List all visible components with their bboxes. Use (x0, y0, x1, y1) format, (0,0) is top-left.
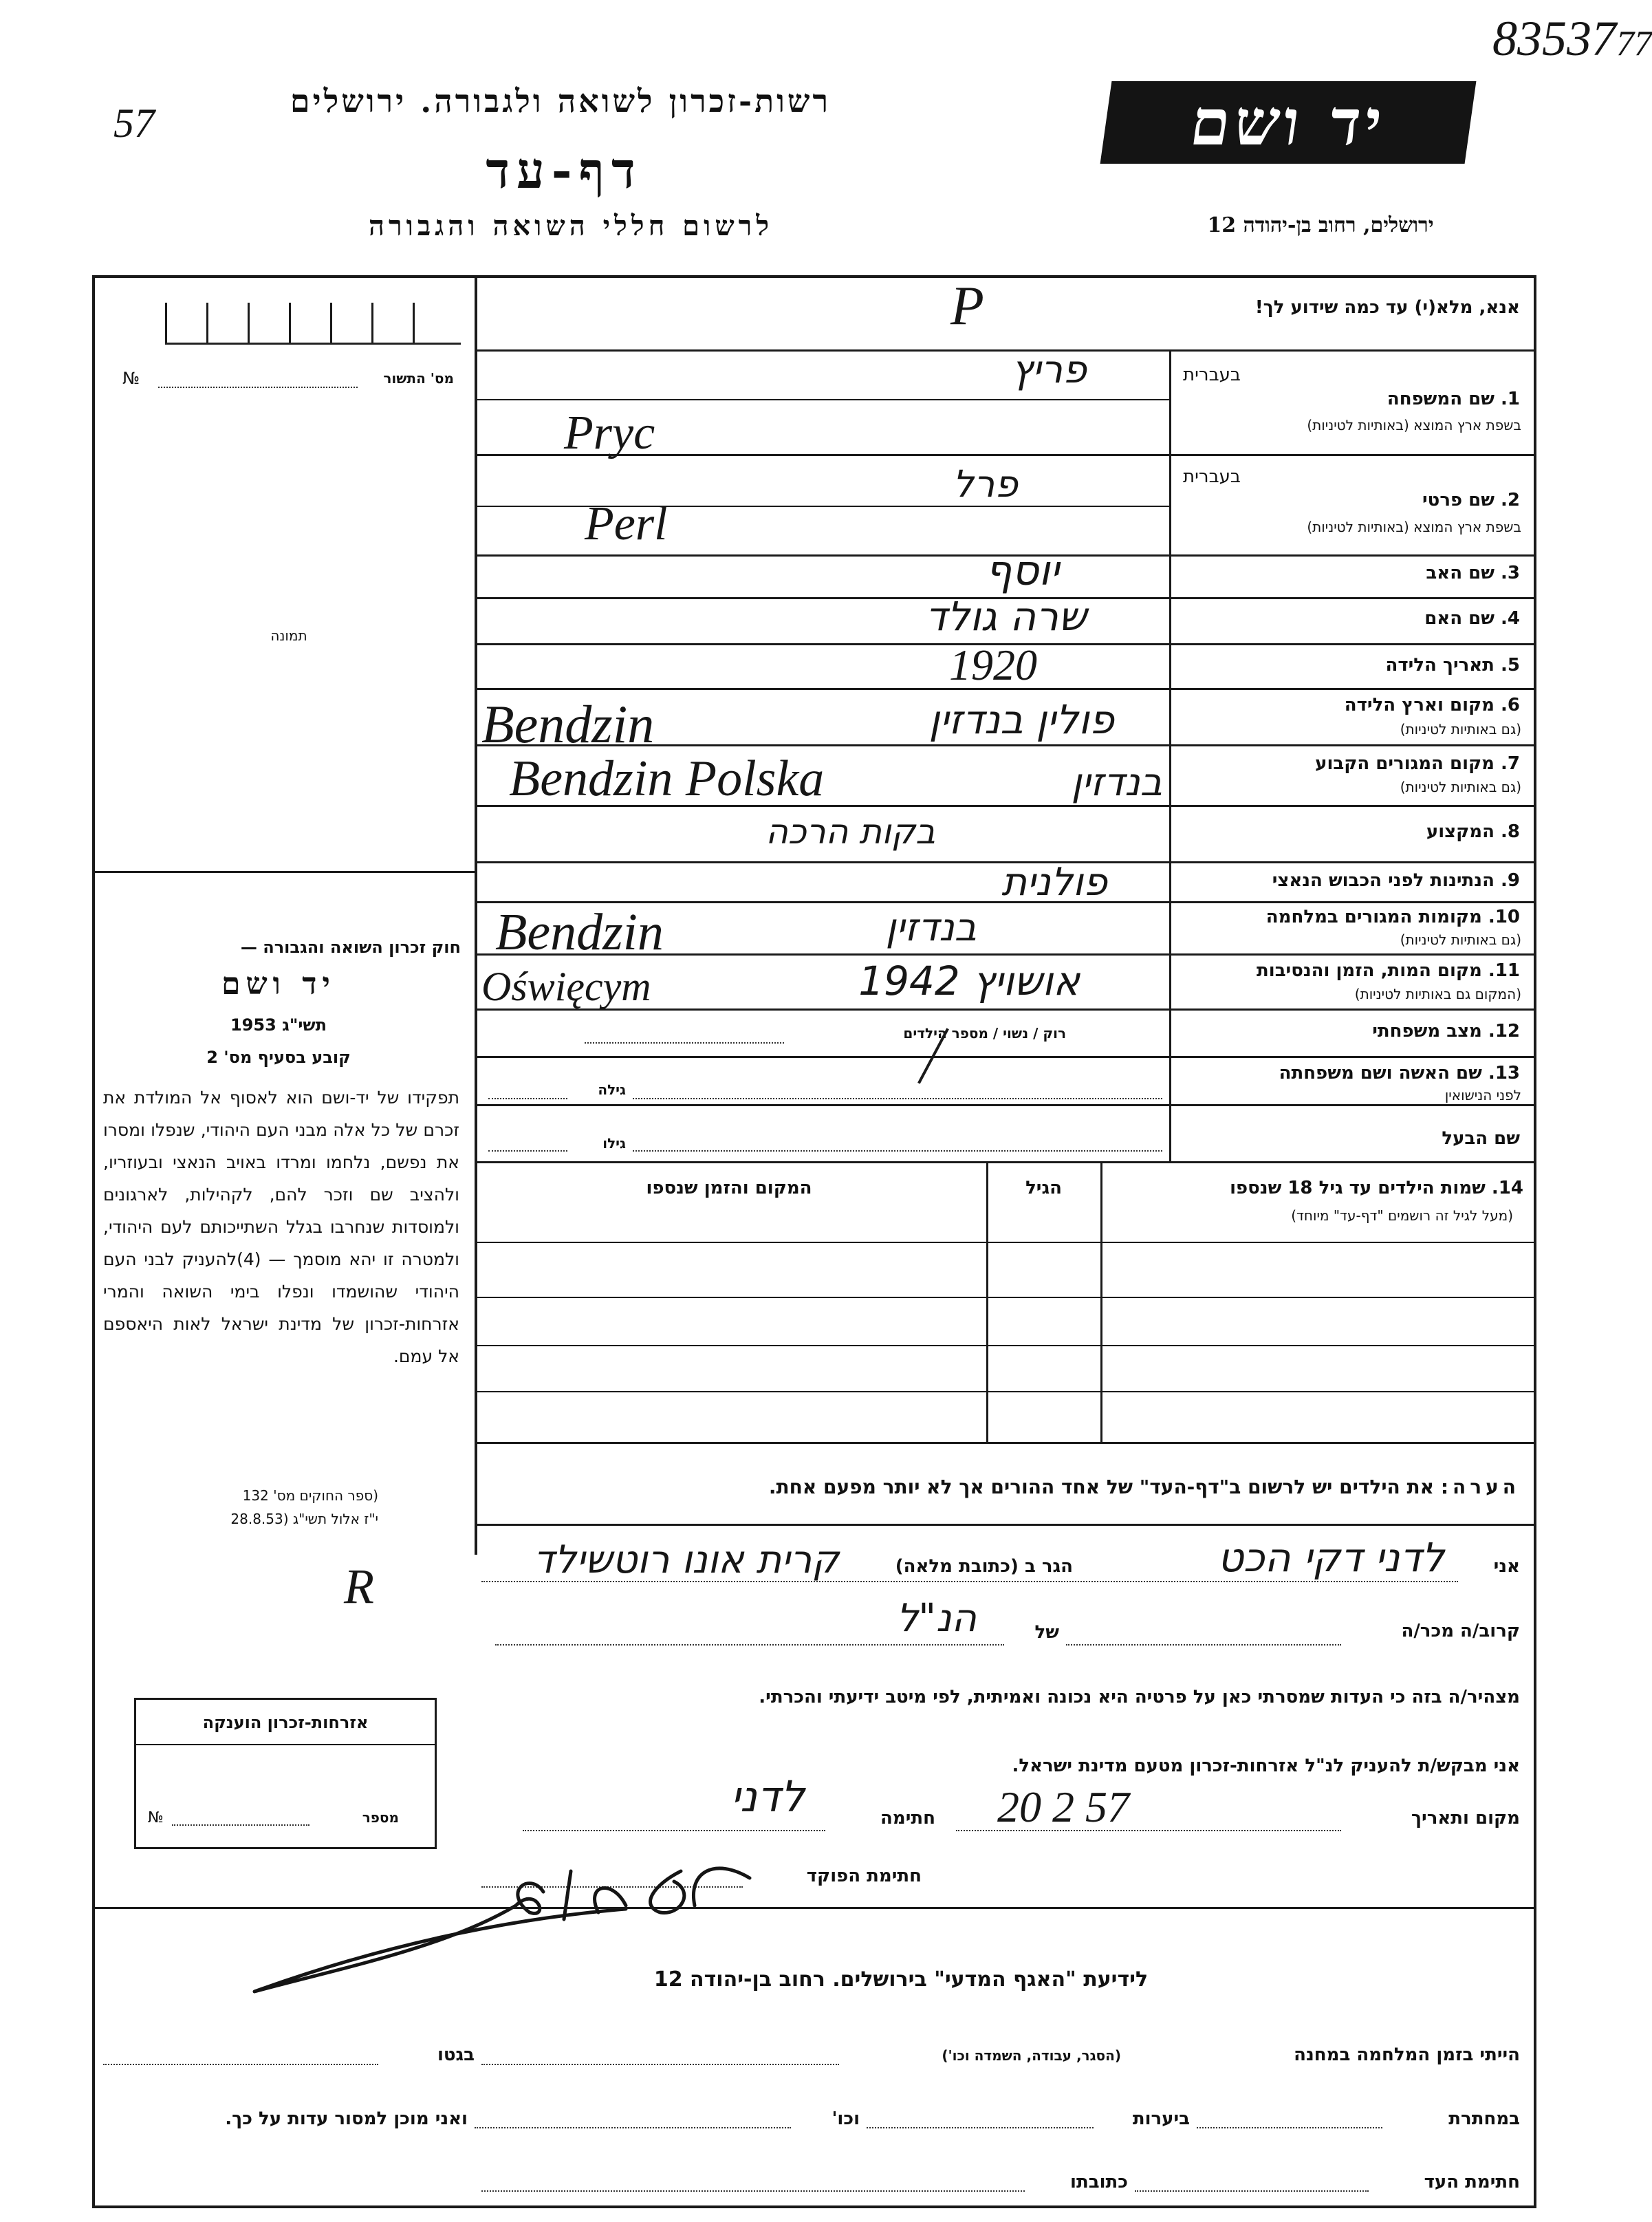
field-5-number: 5. (1501, 655, 1520, 676)
relation-line (1066, 1644, 1341, 1646)
children-col-2 (1100, 1163, 1102, 1442)
lower-row2-etc: וכו' (832, 2108, 860, 2129)
field-3-value: יוסף (985, 547, 1059, 595)
field-6-latin-hint: (גם באותיות לטיניות) (1400, 721, 1521, 737)
lower-section-line (92, 1907, 1536, 1909)
field-13-sub: לפני הנישואין (1444, 1087, 1521, 1103)
declarant-address: קרית אונו רוטשילד (533, 1538, 839, 1582)
field-4-number: 4. (1501, 608, 1520, 629)
wife-age-label: גילה (598, 1081, 626, 1098)
field-4-text: שם האם (1424, 608, 1495, 629)
field-2-label (1183, 490, 1520, 510)
field-1-label (1183, 389, 1520, 409)
note-label: הערה: (1440, 1476, 1520, 1498)
lower-title: לידיעת "האגף המדעי" בירושלים. רחוב בן-יהודה 12 (653, 1967, 1149, 1992)
field-5-label (1183, 655, 1520, 676)
relation-label: קרוב/ה מכר/ה (1401, 1621, 1520, 1641)
field-7-label (1183, 753, 1520, 774)
document-number-main: 83537 (1492, 11, 1616, 66)
field-12-label (1183, 1021, 1520, 1042)
lower-row2-line-2 (867, 2127, 1094, 2128)
field-11-number: 11. (1488, 960, 1520, 981)
field-10-label (1183, 907, 1520, 927)
children-col-place: המקום והזמן שנספו (646, 1178, 812, 1198)
lower-row1-line (481, 2064, 839, 2065)
field-1-latin-hint: בשפת ארץ המוצא (באותיות לטיניות) (1307, 417, 1521, 433)
field-8-number: 8. (1501, 821, 1520, 842)
declaration-resides: הגר ב (כתובת מלאה) (895, 1556, 1073, 1577)
field-2-latin-hint: בשפת ארץ המוצא (באותיות לטיניות) (1307, 519, 1521, 535)
law-clause: קובע בסעיף מס' 2 (206, 1048, 351, 1067)
field-5-text: תאריך הלידה (1385, 655, 1495, 676)
field-11-value-hebrew: אושויץ 1942 (858, 958, 1080, 1004)
field-10-value-hebrew: בנדזין (885, 905, 977, 950)
note-bottom-line (475, 1524, 1536, 1526)
field-10-value-latin: Bendzin (495, 903, 664, 961)
field-11-label (1183, 960, 1520, 981)
field-3-number: 3. (1501, 563, 1520, 583)
law-reference-1: (ספר החוקים מס' 132 (242, 1487, 378, 1504)
of-value: הנ"ל (896, 1596, 977, 1641)
field-7-value-latin: Bendzin Polska (509, 751, 825, 807)
law-text: תפקידו של יד-ושם הוא לאסוף אל המולדת את זכרם של כל אלה מבני העם היהודי, שנפלו ומסרו את נפשם, נלחמו ומרדו באויב הנאצי ובעוזריו, ולהציב שם וזכר להם, לקהילות, לארגונים ולמוסדות שנחרבו בגלל השתייכותם לעם היהודי, ולמטרה זו יהא מוסמך — (4)להעניק לבני העם היהודי שהושמדו ונפלו בימי השואה והמרי אזרחות-זכרון של מדינת ישראל לאות היאספם אל עמם. (103, 1088, 459, 1366)
field-13-number: 13. (1488, 1063, 1520, 1083)
field-9-value: פולנית (1001, 860, 1107, 905)
lower-row1-ghetto-line (103, 2064, 378, 2065)
field-3-label (1183, 563, 1520, 583)
field-7-latin-hint: (גם באותיות לטיניות) (1400, 779, 1521, 795)
sidebar-divider (475, 275, 477, 1555)
field-7-value-hebrew: בנדזין (1071, 760, 1162, 805)
field-3-text: שם האב (1426, 563, 1495, 583)
field-2-hebrew-hint: בעברית (1183, 466, 1241, 487)
lower-row2-line-1 (1197, 2127, 1382, 2128)
lower-row1-camp: הייתי בזמן המלחמה במחנה (1294, 2045, 1520, 2065)
citizenship-title: אזרחות-זכרון הוענקה (202, 1713, 369, 1732)
field-11-text: מקום המות, הזמן והנסיבות (1257, 960, 1482, 981)
lower-row2-underground: במחתרת (1448, 2108, 1520, 2129)
law-year: תשי"ג 1953 (230, 1015, 327, 1035)
field-11-latin-hint: (המקום גם באותיות לטיניות) (1354, 986, 1521, 1002)
signature-value: לדני (730, 1771, 805, 1822)
field-12-number: 12. (1488, 1021, 1520, 1042)
field-8-label (1183, 821, 1520, 842)
field-12-text: מצב משפחתי (1372, 1021, 1482, 1042)
logo-text: יד ושם (1186, 85, 1391, 160)
field-1-number: 1. (1501, 389, 1520, 409)
declaration-ani: אני (1493, 1556, 1520, 1577)
file-number-ticks (165, 296, 461, 345)
field-1-text: שם המשפחה (1387, 389, 1495, 409)
field-11-value-latin: Oświęcym (481, 964, 651, 1009)
lower-row3-line-1 (1135, 2190, 1369, 2192)
field-13-text: שם האשה ושם משפחתה (1279, 1063, 1482, 1083)
husband-name-line (633, 1150, 1162, 1152)
of-label: של (1034, 1622, 1059, 1643)
wife-age-line (488, 1098, 567, 1099)
yad-vashem-logo (1100, 81, 1477, 164)
lower-row1-ghetto: בגטו (437, 2045, 475, 2065)
field-7-text: מקום המגורים הקבוע (1315, 753, 1495, 774)
form-title: דף-עד (486, 141, 642, 199)
official-signature-label: חתימת הפוקד (806, 1866, 922, 1886)
declarant-name: לדני דקי הכט (1217, 1534, 1444, 1581)
date-value: 20 2 57 (997, 1782, 1129, 1831)
field-10-number: 10. (1488, 907, 1520, 927)
children-col-1 (986, 1163, 988, 1442)
file-number-label: מס' התשור (383, 370, 454, 387)
field-4-value: שרה גולד (925, 593, 1087, 640)
lower-row3-witness: חתימת העד (1424, 2172, 1520, 2192)
husband-age-label: גילו (602, 1135, 626, 1152)
field-8-value: בקות הרכה (765, 812, 935, 852)
field-1-hebrew-hint: בעברית (1183, 365, 1241, 385)
file-number-line (158, 387, 358, 388)
lower-row1-types: (הסגר, עבודה, השמדה וכו') (942, 2047, 1121, 2064)
declaration-statement: מצהיר/ה בזה כי העדות שמסרתי כאן על פרטיה היא נכונה ואמיתית, לפי מיטב ידיעתי והכרתי. (759, 1687, 1520, 1707)
lower-row2-line-3 (475, 2127, 791, 2128)
field-1-value-hebrew: פריץ (1011, 347, 1087, 392)
law-title: חוק זכרון השואה והגבורה — (240, 938, 461, 957)
field-9-number: 9. (1501, 870, 1520, 891)
signature-label: חתימה (880, 1808, 935, 1829)
field-14-text: שמות הילדים עד גיל 18 שנספו (1230, 1178, 1486, 1198)
field-13-label (1183, 1063, 1520, 1083)
lower-row3-address: כתובתו (1070, 2172, 1128, 2192)
lower-row2-forests: ביערות (1132, 2108, 1190, 2129)
form-subtitle: לרשום חללי השואה והגבורה (368, 210, 774, 242)
field-9-label (1183, 870, 1520, 891)
lower-row2-testimony: ואני מוכן למסור עדות על כך. (225, 2108, 468, 2129)
of-line (495, 1644, 1004, 1646)
citizenship-number-sign: № (148, 1809, 164, 1826)
field-10-latin-hint: (גם באותיות לטיניות) (1400, 931, 1521, 948)
field-6-value-hebrew: פולין בנדזין (928, 696, 1114, 743)
place-date-label: מקום ותאריך (1411, 1808, 1520, 1829)
field-12-options: רוק / נשוי / מספר הילדים (903, 1025, 1066, 1042)
husband-label: שם הבעל (1442, 1128, 1520, 1149)
note-text: את הילדים יש לרשום ב"דף-העד" של אחד ההורים אך לא יותר מפעם אחת. (768, 1476, 1435, 1498)
field-6-text: מקום וארץ הלידה (1344, 695, 1495, 715)
law-reference-2: י"ז אלול תשי"ג (28.8.53 (230, 1511, 378, 1527)
field-6-number: 6. (1501, 695, 1520, 715)
field-14-sub: (מעל לגיל זה רושמים "דף-עד" מיוחד) (1291, 1207, 1513, 1224)
field-7-number: 7. (1501, 753, 1520, 774)
file-number-sign: № (122, 369, 140, 388)
citizenship-number-label: מספר (362, 1809, 399, 1826)
field-1-value-latin: Pryc (564, 407, 655, 460)
field-6-value-latin: Bendzin (481, 694, 655, 754)
husband-age-line (488, 1150, 567, 1152)
field-14-label (1107, 1178, 1523, 1198)
field-6-label (1183, 695, 1520, 715)
photo-area-bottom (92, 871, 475, 873)
field-10-text: מקומות המגורים במלחמה (1265, 907, 1482, 927)
field-14-number: 14. (1491, 1178, 1523, 1198)
field-2-number: 2. (1501, 490, 1520, 510)
declarant-line (481, 1581, 1458, 1582)
top-mark: P (950, 276, 984, 336)
address-mark: R (344, 1559, 374, 1614)
field-2-value-latin: Perl (585, 497, 668, 550)
date-line (956, 1830, 1341, 1831)
declaration-request: אני מבקש/ת להעניק לנ"ל אזרחות-זכרון מטעם מדינת ישראל. (1012, 1756, 1520, 1776)
authority-name: רשות-זכרון לשואה ולגבורה. ירושלים (290, 83, 832, 120)
document-number (1492, 10, 1652, 67)
field-2-text: שם פרטי (1422, 490, 1495, 510)
lower-row3-line-2 (481, 2190, 1025, 2192)
photo-label: תמונה (270, 627, 307, 644)
citizenship-title-line (134, 1744, 437, 1745)
field-4-label (1183, 608, 1520, 629)
field-8-text: המקצוע (1426, 821, 1495, 842)
law-name: יד ושם (221, 967, 336, 1002)
year-mark: 57 (113, 100, 155, 146)
instructions: אנא, מלא(י) עד כמה שידוע לך! (1254, 297, 1520, 318)
note (488, 1476, 1520, 1498)
address: ירושלים, רחוב בן-יהודה 12 (1207, 213, 1434, 237)
document-number-suffix: 77 (1616, 24, 1652, 63)
field-9-text: הנתינות לפני הכבוש הנאצי (1272, 870, 1495, 891)
wife-name-line (633, 1098, 1162, 1099)
children-col-age: הגיל (1025, 1178, 1062, 1198)
label-column-divider (1169, 349, 1171, 1161)
field-2-value-hebrew: פרל (953, 462, 1018, 506)
field-5-value: 1920 (949, 640, 1037, 689)
field-12-line (585, 1042, 784, 1044)
citizenship-number-line (172, 1824, 309, 1826)
